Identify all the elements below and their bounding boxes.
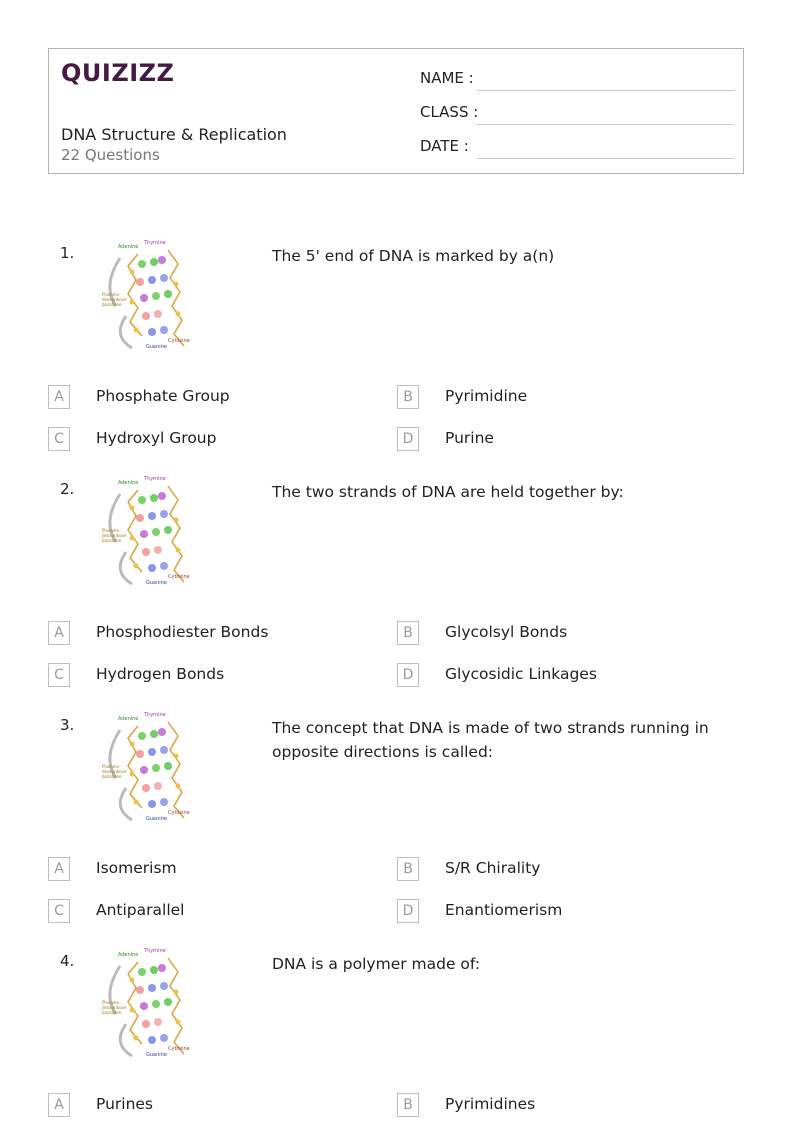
dna-diagram-icon: [98, 236, 198, 356]
option-letter: D: [397, 427, 419, 451]
date-line[interactable]: [477, 158, 734, 159]
option-d[interactable]: [397, 899, 727, 925]
option-b[interactable]: [397, 857, 727, 883]
date-field[interactable]: [420, 133, 734, 159]
question-count: 22 Questions: [61, 146, 160, 164]
worksheet-header: [48, 48, 744, 174]
dna-diagram-icon: [98, 944, 198, 1064]
option-text: Phosphate Group: [96, 387, 230, 405]
question-number: 1.: [60, 244, 75, 262]
option-d[interactable]: [397, 663, 727, 689]
class-field[interactable]: [420, 99, 734, 125]
option-letter: A: [48, 857, 70, 881]
option-text: Pyrimidines: [445, 1095, 536, 1113]
option-text: Purines: [96, 1095, 154, 1113]
question-text: The two strands of DNA are held together by:: [272, 483, 624, 501]
option-a[interactable]: [48, 1093, 378, 1119]
name-label: NAME :: [420, 69, 474, 87]
option-text: Enantiomerism: [445, 901, 563, 919]
question-number: 2.: [60, 480, 75, 498]
dna-diagram-icon: [98, 472, 198, 592]
option-text: Purine: [445, 429, 494, 447]
option-letter: A: [48, 1093, 70, 1117]
worksheet-title: DNA Structure & Replication: [61, 125, 287, 144]
question-number: 3.: [60, 716, 75, 734]
option-c[interactable]: [48, 427, 378, 453]
option-b[interactable]: [397, 1093, 727, 1119]
option-text: S/R Chirality: [445, 859, 541, 877]
option-b[interactable]: [397, 385, 727, 411]
class-label: CLASS :: [420, 103, 479, 121]
option-text: Isomerism: [96, 859, 177, 877]
option-a[interactable]: [48, 857, 378, 883]
option-c[interactable]: [48, 663, 378, 689]
option-d[interactable]: [397, 427, 727, 453]
option-c[interactable]: [48, 899, 378, 925]
class-line[interactable]: [477, 124, 734, 125]
option-a[interactable]: [48, 621, 378, 647]
option-letter: B: [397, 1093, 419, 1117]
option-text: Antiparallel: [96, 901, 185, 919]
option-text: Glycolsyl Bonds: [445, 623, 568, 641]
question-number: 4.: [60, 952, 75, 970]
option-letter: C: [48, 663, 70, 687]
option-text: Hydroxyl Group: [96, 429, 217, 447]
option-text: Phosphodiester Bonds: [96, 623, 269, 641]
option-letter: A: [48, 621, 70, 645]
option-letter: D: [397, 663, 419, 687]
question-text: The 5' end of DNA is marked by a(n): [272, 247, 555, 265]
option-text: Glycosidic Linkages: [445, 665, 597, 683]
question-text: DNA is a polymer made of:: [272, 955, 481, 973]
option-b[interactable]: [397, 621, 727, 647]
dna-diagram-icon: [98, 708, 198, 828]
question-text: The concept that DNA is made of two strands running in opposite directions is called:: [272, 719, 709, 761]
option-text: Pyrimidine: [445, 387, 528, 405]
quizizz-logo: QUIZIZZ: [61, 59, 175, 87]
option-letter: B: [397, 385, 419, 409]
option-letter: D: [397, 899, 419, 923]
name-line[interactable]: [477, 90, 734, 91]
option-letter: C: [48, 427, 70, 451]
option-a[interactable]: [48, 385, 378, 411]
option-letter: C: [48, 899, 70, 923]
option-text: Hydrogen Bonds: [96, 665, 225, 683]
name-field[interactable]: [420, 65, 734, 91]
option-letter: B: [397, 857, 419, 881]
date-label: DATE :: [420, 137, 469, 155]
option-letter: B: [397, 621, 419, 645]
option-letter: A: [48, 385, 70, 409]
